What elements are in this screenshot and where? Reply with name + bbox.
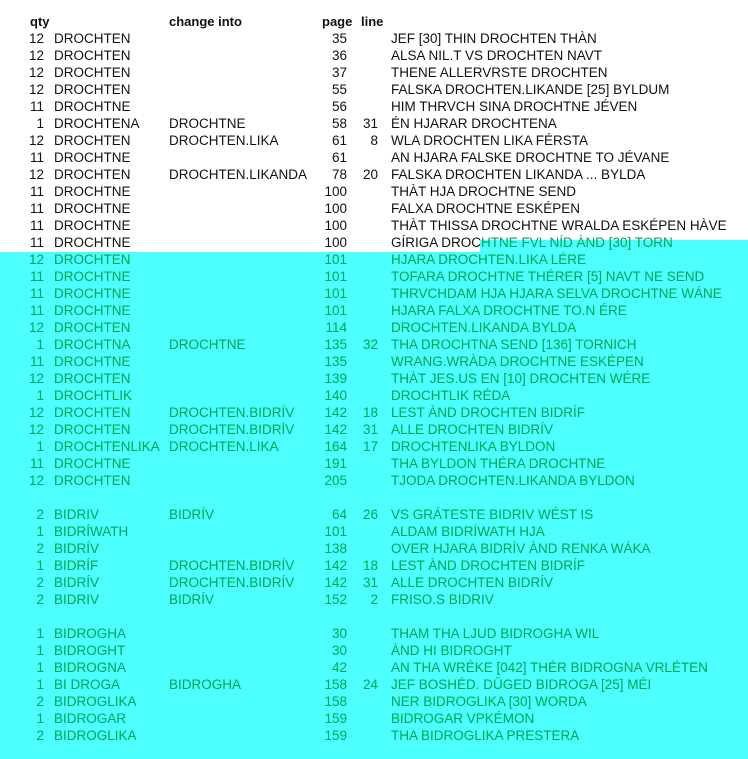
table-row	[0, 200, 748, 217]
qty-cell: 12	[28, 82, 44, 97]
word-cell: DROCHTNE	[54, 235, 131, 250]
page-cell: 152	[324, 592, 347, 607]
context-text-cell: THA BYLDON THÉRA DROCHTNE	[391, 456, 606, 471]
qty-cell: 12	[28, 422, 44, 437]
change-into-cell: DROCHTEN.BIDRÍV	[169, 558, 295, 573]
change-into-cell: DROCHTEN.LIKANDA	[169, 167, 308, 182]
context-text-cell: AN HJARA FALSKE DROCHTNE TO JÉVANE	[391, 150, 670, 165]
word-cell: DROCHTEN	[54, 48, 131, 63]
context-text-cell: JEF BOSHÉD. DÜGED BIDROGA [25] MÉI	[391, 677, 652, 692]
blank-row	[0, 489, 748, 506]
page-cell: 100	[324, 218, 347, 233]
context-text-cell: BIDROGAR VPKÉMON	[391, 711, 535, 726]
context-text-cell: FALXA DROCHTNE ESKÉPEN	[391, 201, 581, 216]
table-row	[0, 659, 748, 676]
word-cell: DROCHTNE	[54, 456, 131, 471]
table-row	[0, 370, 748, 387]
table-row	[0, 132, 748, 149]
qty-cell: 1	[36, 116, 44, 131]
page-cell: 101	[324, 252, 347, 267]
context-text-cell: ÉN HJARAR DROCHTENA	[391, 116, 557, 131]
context-text-cell: WRANG.WRÀDA DROCHTNE ESKÉPEN	[391, 354, 644, 369]
line-cell: 26	[362, 507, 378, 522]
page-cell: 35	[331, 31, 347, 46]
qty-cell: 2	[36, 575, 44, 590]
table-row	[0, 676, 748, 693]
page-cell: 56	[331, 99, 347, 114]
context-text-cell: ÀND HI BIDROGHT	[391, 643, 512, 658]
qty-cell: 1	[36, 677, 44, 692]
table-row	[0, 574, 748, 591]
word-cell: DROCHTNE	[54, 286, 131, 301]
page-cell: 138	[324, 541, 347, 556]
change-into-cell: DROCHTEN.BIDRÍV	[169, 422, 295, 437]
qty-cell: 1	[36, 558, 44, 573]
word-cell: DROCHTEN	[54, 422, 131, 437]
table-row	[0, 166, 748, 183]
table-row	[0, 710, 748, 727]
qty-cell: 2	[36, 507, 44, 522]
page-cell: 30	[331, 626, 347, 641]
line-cell: 18	[362, 558, 378, 573]
page-cell: 205	[324, 473, 347, 488]
word-cell: BIDRÍV	[54, 575, 100, 590]
word-cell: DROCHTNE	[54, 150, 131, 165]
context-text-cell: DROCHTENLIKA BYLDON	[391, 439, 556, 454]
word-cell: DROCHTEN	[54, 133, 131, 148]
context-text-cell: FRISO.S BIDRIV	[391, 592, 494, 607]
context-text-cell: THRVCHDAM HJA HJARA SELVA DROCHTNE WÁNE	[391, 286, 722, 301]
table-row	[0, 47, 748, 64]
context-text-cell: JEF [30] THIN DROCHTEN THÀN	[391, 31, 597, 46]
context-text-cell: FALSKA DROCHTEN.LIKANDE [25] BYLDUM	[391, 82, 670, 97]
qty-cell: 11	[29, 184, 44, 199]
context-text-cell: LEST ÀND DROCHTEN BIDRÍF	[391, 405, 586, 420]
page-cell: 37	[331, 65, 347, 80]
word-cell: DROCHTENA	[54, 116, 140, 131]
qty-cell: 2	[36, 541, 44, 556]
qty-cell: 2	[36, 592, 44, 607]
qty-cell: 12	[28, 405, 44, 420]
context-text-cell: ALLE DROCHTEN BIDRÍV	[391, 422, 554, 437]
page-cell: 101	[324, 286, 347, 301]
page-cell: 135	[324, 337, 347, 352]
line-cell: 20	[362, 167, 378, 182]
page-cell: 135	[324, 354, 347, 369]
table-row	[0, 81, 748, 98]
word-cell: BIDRIV	[54, 592, 100, 607]
header-change-into: change into	[169, 14, 242, 29]
table-row	[0, 302, 748, 319]
context-text-cell: WLA DROCHTEN LIKA FÉRSTA	[391, 133, 589, 148]
context-text-cell: THÀT THISSA DROCHTNE WRALDA ESKÉPEN HÀVE	[391, 218, 727, 233]
page-cell: 30	[331, 643, 347, 658]
qty-cell: 12	[28, 48, 44, 63]
table-row	[0, 642, 748, 659]
change-into-cell: BIDRÍV	[169, 507, 215, 522]
page-cell: 100	[324, 201, 347, 216]
qty-cell: 1	[36, 660, 44, 675]
table-row	[0, 285, 748, 302]
qty-cell: 12	[28, 31, 44, 46]
table-row	[0, 251, 748, 268]
word-cell: BIDRÍV	[54, 541, 100, 556]
table-row	[0, 149, 748, 166]
change-into-cell: DROCHTNE	[169, 337, 246, 352]
line-cell: 31	[362, 575, 378, 590]
word-cell: BIDROGNA	[54, 660, 127, 675]
page-cell: 58	[331, 116, 347, 131]
table-row	[0, 557, 748, 574]
context-text-cell: ALLE DROCHTEN BIDRÍV	[391, 575, 554, 590]
table-row	[0, 98, 748, 115]
table-row	[0, 64, 748, 81]
qty-cell: 11	[29, 218, 44, 233]
qty-cell: 1	[36, 337, 44, 352]
qty-cell: 1	[36, 643, 44, 658]
context-text-cell: HJARA DROCHTEN.LIKA LÉRE	[391, 252, 587, 267]
line-cell: 2	[370, 592, 378, 607]
word-cell: DROCHTEN	[54, 82, 131, 97]
page-cell: 159	[324, 728, 347, 743]
qty-cell: 12	[28, 252, 44, 267]
line-cell: 31	[362, 422, 378, 437]
word-cell: DROCHTEN	[54, 31, 131, 46]
word-cell: DROCHTEN	[54, 167, 131, 182]
header-line: line	[361, 14, 384, 29]
word-cell: DROCHTNE	[54, 201, 131, 216]
word-cell: BIDROGHT	[54, 643, 126, 658]
blank-row	[0, 608, 748, 625]
qty-cell: 11	[29, 150, 44, 165]
table-row	[0, 523, 748, 540]
page-cell: 191	[324, 456, 347, 471]
qty-cell: 2	[36, 728, 44, 743]
context-text-cell: HJARA FALXA DROCHTNE TO.N ÉRE	[391, 303, 627, 318]
word-cell: BIDROGLIKA	[54, 728, 137, 743]
context-text-cell: THÀT JES.US EN [10] DROCHTEN WÉRE	[391, 371, 651, 386]
table-row	[0, 234, 748, 251]
page-cell: 100	[324, 235, 347, 250]
page-cell: 42	[331, 660, 347, 675]
table-row	[0, 319, 748, 336]
page-cell: 61	[331, 150, 347, 165]
word-cell: BIDRÍWATH	[54, 524, 129, 539]
table-row	[0, 455, 748, 472]
word-cell: DROCHTNA	[54, 337, 131, 352]
qty-cell: 11	[29, 201, 44, 216]
word-cell: BIDROGLIKA	[54, 694, 137, 709]
line-cell: 17	[362, 439, 378, 454]
word-cell: DROCHTNE	[54, 99, 131, 114]
qty-cell: 1	[36, 524, 44, 539]
context-text-cell: AN THA WRÉKE [042] THÉR BIDROGNA VRLÉTEN	[391, 660, 708, 675]
table-row	[0, 693, 748, 710]
line-cell: 18	[362, 405, 378, 420]
context-text-cell: HIM THRVCH SINA DROCHTNE JÉVEN	[391, 99, 638, 114]
table-row	[0, 268, 748, 285]
header-qty: qty	[30, 14, 50, 29]
qty-cell: 12	[28, 65, 44, 80]
page-cell: 100	[324, 184, 347, 199]
page-cell: 61	[331, 133, 347, 148]
table-row	[0, 421, 748, 438]
qty-cell: 11	[29, 354, 44, 369]
context-text-cell: NER BIDROGLIKA [30] WORDA	[391, 694, 587, 709]
qty-cell: 12	[28, 320, 44, 335]
qty-cell: 1	[36, 388, 44, 403]
context-text-cell: OVER HJARA BIDRÍV ÀND RENKA WÁKA	[391, 541, 651, 556]
page-cell: 36	[331, 48, 347, 63]
table-row	[0, 506, 748, 523]
qty-cell: 11	[29, 303, 44, 318]
qty-cell: 11	[29, 269, 44, 284]
context-text-cell	[391, 234, 673, 251]
table-row	[0, 30, 748, 47]
qty-cell: 11	[29, 99, 44, 114]
page-cell: 158	[324, 677, 347, 692]
word-cell: DROCHTNE	[54, 303, 131, 318]
table-row	[0, 540, 748, 557]
change-into-cell: DROCHTEN.BIDRÍV	[169, 575, 295, 590]
word-cell: BIDROGHA	[54, 626, 127, 641]
qty-cell: 12	[28, 371, 44, 386]
context-text-cell: TJODA DROCHTEN.LIKANDA BYLDON	[391, 473, 635, 488]
page-cell: 159	[324, 711, 347, 726]
qty-cell: 2	[36, 694, 44, 709]
qty-cell: 12	[28, 473, 44, 488]
change-into-cell: DROCHTNE	[169, 116, 246, 131]
context-text-cell: ALDAM BIDRÍWATH HJA	[391, 524, 545, 539]
qty-cell: 1	[36, 626, 44, 641]
context-text-cell: THAM THA LJUD BIDROGHA WIL	[391, 626, 600, 641]
page-cell: 101	[324, 524, 347, 539]
context-text-cell: VS GRÁTESTE BIDRIV WÉST IS	[391, 507, 594, 522]
page-cell: 139	[324, 371, 347, 386]
table-row	[0, 353, 748, 370]
word-cell: BIDRÍF	[54, 558, 99, 573]
change-into-cell: BIDRÍV	[169, 592, 215, 607]
table-row	[0, 336, 748, 353]
word-cell: DROCHTNE	[54, 269, 131, 284]
word-cell: BI DROGA	[54, 677, 121, 692]
page-cell: 142	[324, 405, 347, 420]
context-text-cell: DROCHTEN.LIKANDA BYLDA	[391, 320, 577, 335]
line-cell: 32	[362, 337, 378, 352]
page-cell: 114	[325, 320, 347, 335]
word-cell: DROCHTNE	[54, 184, 131, 199]
context-text-cell: LEST ÀND DROCHTEN BIDRÍF	[391, 558, 586, 573]
word-cell: DROCHTLIK	[54, 388, 133, 403]
word-cell: DROCHTEN	[54, 65, 131, 80]
table-row	[0, 625, 748, 642]
qty-cell: 1	[36, 439, 44, 454]
page-cell: 64	[331, 507, 347, 522]
qty-cell: 11	[29, 286, 44, 301]
change-into-cell: DROCHTEN.LIKA	[169, 439, 279, 454]
context-text-cell: ALSA NIL.T VS DROCHTEN NAVT	[391, 48, 603, 63]
page-cell: 78	[331, 167, 347, 182]
qty-cell: 1	[36, 711, 44, 726]
word-cell: BIDRIV	[54, 507, 100, 522]
table-row	[0, 438, 748, 455]
context-text-cell: THA BIDROGLIKA PRESTERA	[391, 728, 580, 743]
header-row	[0, 13, 748, 30]
page-cell: 101	[324, 269, 347, 284]
context-text-cell: DROCHTLIK RÉDA	[391, 388, 511, 403]
context-text-cell: THA DROCHTNA SEND [136] TORNICH	[391, 337, 637, 352]
line-cell: 31	[362, 116, 378, 131]
word-cell: DROCHTENLIKA	[54, 439, 160, 454]
qty-cell: 11	[29, 456, 44, 471]
word-cell: BIDROGAR	[54, 711, 127, 726]
context-text-cell: THENE ALLERVRSTE DROCHTEN	[391, 65, 608, 80]
page-cell: 142	[324, 558, 347, 573]
word-cell: DROCHTEN	[54, 405, 131, 420]
table-row	[0, 472, 748, 489]
page-cell: 101	[324, 303, 347, 318]
page-cell: 158	[324, 694, 347, 709]
qty-cell: 11	[29, 235, 44, 250]
context-text-cell: THÀT HJA DROCHTNE SEND	[391, 184, 577, 199]
line-cell: 24	[362, 677, 378, 692]
page-cell: 55	[331, 82, 347, 97]
qty-cell: 12	[28, 167, 44, 182]
word-cell: DROCHTNE	[54, 354, 131, 369]
table-row	[0, 404, 748, 421]
context-text-cell: FALSKA DROCHTEN LIKANDA ... BYLDA	[391, 167, 646, 182]
word-cell: DROCHTEN	[54, 473, 131, 488]
page-cell: 142	[324, 575, 347, 590]
page-cell: 164	[324, 439, 347, 454]
header-page: page	[322, 14, 353, 29]
line-cell: 8	[370, 133, 378, 148]
table-row	[0, 591, 748, 608]
context-text-tail-highlighted: HTNE FVL NÍD ÀND [30] TORN	[481, 235, 673, 250]
page-cell: 142	[324, 422, 347, 437]
table-row	[0, 727, 748, 744]
word-cell: DROCHTEN	[54, 320, 131, 335]
table-row	[0, 217, 748, 234]
context-text-head: GÍRIGA DROC	[391, 235, 482, 250]
change-into-cell: BIDROGHA	[169, 677, 242, 692]
word-cell: DROCHTEN	[54, 371, 131, 386]
table-body	[0, 30, 748, 744]
page-cell: 140	[324, 388, 347, 403]
qty-cell: 12	[28, 133, 44, 148]
table-row	[0, 183, 748, 200]
change-into-cell: DROCHTEN.LIKA	[169, 133, 279, 148]
change-into-cell: DROCHTEN.BIDRÍV	[169, 405, 295, 420]
word-cell: DROCHTEN	[54, 252, 131, 267]
table-row	[0, 387, 748, 404]
table-row	[0, 115, 748, 132]
concordance-sheet	[0, 13, 748, 744]
word-cell: DROCHTNE	[54, 218, 131, 233]
context-text-cell: TOFARA DROCHTNE THÉRER [5] NAVT NE SEND	[391, 269, 705, 284]
